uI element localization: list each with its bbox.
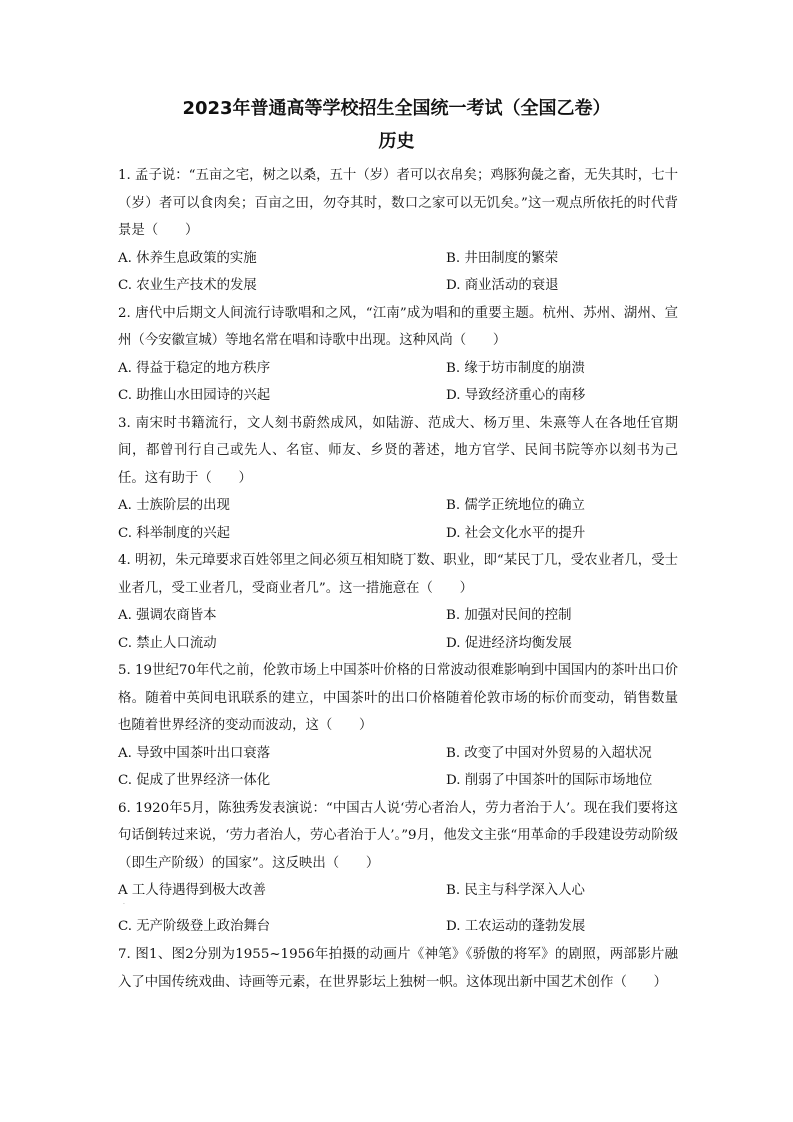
answer-options bbox=[118, 355, 678, 410]
option-d[interactable]: D. 社会文化水平的提升 bbox=[446, 525, 586, 541]
option-c[interactable]: C. 无产阶级登上政治舞台 bbox=[118, 919, 271, 934]
option-c[interactable]: C. 促成了世界经济一体化 bbox=[118, 773, 271, 788]
answer-options bbox=[118, 740, 678, 795]
question-5 bbox=[118, 657, 678, 795]
question-text: 4. 明初，朱元璋要求百姓邻里之间必须互相知晓丁数、职业，即“某民丁几，受农业者几，受士业者几，受工业者几，受商业者几”。这一措施意在（ ） bbox=[118, 553, 678, 596]
subject-title: 历史 bbox=[378, 131, 415, 152]
question-7 bbox=[118, 941, 678, 996]
option-a[interactable]: A 工人待遇得到极大改善 bbox=[118, 883, 266, 898]
question-text: 6. 1920年5月，陈独秀发表演说：“中国古人说‘劳心者治人，劳力者治于人’。现在我们要将这句话倒转过来说，‘劳力者治人，劳心者治于人’。”9月，他发文主张“用革命的手段建设劳动阶级（即生产阶级）的国家”。这反映出（ ） bbox=[118, 800, 678, 871]
answer-options bbox=[118, 245, 678, 300]
option-d[interactable]: D. 工农运动的蓬勃发展 bbox=[446, 919, 586, 934]
option-a[interactable]: A. 休养生息政策的实施 bbox=[118, 250, 257, 266]
option-a[interactable]: A. 强调农商皆本 bbox=[118, 608, 217, 623]
option-b[interactable]: B. 缘于坊市制度的崩溃 bbox=[446, 360, 585, 376]
option-c[interactable]: C. 农业生产技术的发展 bbox=[118, 278, 257, 293]
exam-title: 2023年普通高等学校招生全国统一考试（全国乙卷） bbox=[182, 98, 611, 119]
option-d[interactable]: D. 促进经济均衡发展 bbox=[446, 635, 572, 651]
option-b[interactable]: B. 改变了中国对外贸易的入超状况 bbox=[446, 745, 652, 761]
answer-options bbox=[118, 602, 678, 657]
option-b[interactable]: B. 加强对民间的控制 bbox=[446, 608, 572, 623]
question-text: 2. 唐代中后期文人间流行诗歌唱和之风，“江南”成为唱和的重要主题。杭州、苏州、湖州、宣州（今安徽宣城）等地名常在唱和诗歌中出现。这种风尚（ ） bbox=[118, 305, 678, 348]
option-c[interactable]: C. 助推山水田园诗的兴起 bbox=[118, 388, 271, 403]
answer-options bbox=[118, 877, 678, 941]
option-d[interactable]: D. 导致经济重心的南移 bbox=[446, 388, 586, 403]
option-c[interactable]: C. 禁止人口流动 bbox=[118, 635, 217, 651]
question-2 bbox=[118, 300, 678, 410]
option-d[interactable]: D. 商业活动的衰退 bbox=[446, 278, 559, 293]
question-text: 3. 南宋时书籍流行，文人刻书蔚然成风，如陆游、范成大、杨万里、朱熹等人在各地任官期间，都曾刊行自己或先人、名宦、师友、乡贤的著述，地方官学、民间书院等亦以刻书为己任。这有助于（ ） bbox=[118, 415, 678, 486]
question-6 bbox=[118, 795, 678, 942]
option-b[interactable]: B. 井田制度的繁荣 bbox=[446, 250, 559, 266]
question-4 bbox=[118, 547, 678, 657]
question-text: 7. 图1、图2分别为1955~1956年拍摄的动画片《神笔》《骄傲的将军》的剧照，两部影片融入了中国传统戏曲、诗画等元素，在世界影坛上独树一帜。这体现出新中国艺术创作（ ） bbox=[118, 947, 678, 990]
option-a[interactable]: A. 士族阶层的出现 bbox=[118, 498, 230, 513]
option-b[interactable]: B. 民主与科学深入人心 bbox=[446, 883, 585, 898]
questions-list bbox=[118, 162, 678, 996]
option-a[interactable]: A. 得益于稳定的地方秩序 bbox=[118, 360, 271, 376]
question-text: 1. 孟子说：“五亩之宅，树之以桑，五十（岁）者可以衣帛矣；鸡豚狗彘之畜，无失其时，七十（岁）者可以食肉矣；百亩之田，勿夺其时，数口之家可以无饥矣。”这一观点所依托的时代背景是（ ） bbox=[118, 168, 678, 238]
question-3 bbox=[118, 410, 678, 548]
option-c[interactable]: C. 科举制度的兴起 bbox=[118, 525, 231, 541]
answer-options bbox=[118, 492, 678, 547]
question-text: 5. 19世纪70年代之前，伦敦市场上中国茶叶价格的日常波动很难影响到中国国内的茶叶出口价格。随着中英间电讯联系的建立，中国茶叶的出口价格随着伦敦市场的标价而变动，销售数量也随着世界经济的变动而波动，这（ ） bbox=[118, 663, 678, 733]
option-d[interactable]: D. 削弱了中国茶叶的国际市场地位 bbox=[446, 773, 653, 788]
question-1 bbox=[118, 162, 678, 300]
stray-dot-mark: · bbox=[123, 901, 125, 908]
option-b[interactable]: B. 儒学正统地位的确立 bbox=[446, 498, 585, 513]
option-a[interactable]: A. 导致中国茶叶出口衰落 bbox=[118, 745, 271, 761]
